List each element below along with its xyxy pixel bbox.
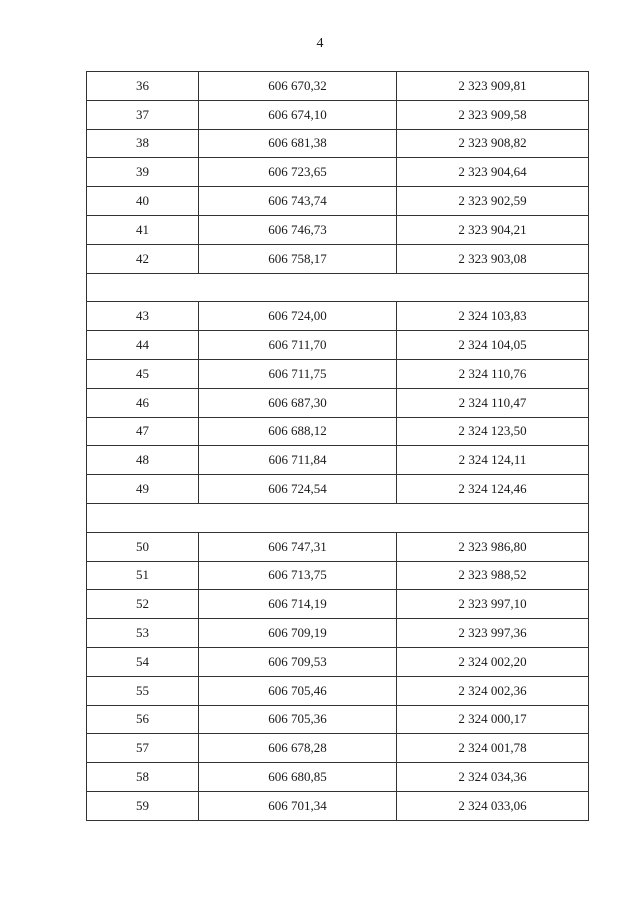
x-coordinate-cell: 606 688,12 [199, 417, 397, 446]
point-number-cell: 45 [87, 359, 199, 388]
x-coordinate-cell: 606 713,75 [199, 561, 397, 590]
table-row [87, 532, 589, 561]
y-coordinate-cell: 2 324 110,47 [397, 388, 589, 417]
x-coordinate-cell: 606 758,17 [199, 244, 397, 273]
group-separator-row [87, 503, 589, 532]
coordinates-table [86, 71, 589, 821]
y-coordinate-cell: 2 324 123,50 [397, 417, 589, 446]
y-coordinate-cell: 2 323 908,82 [397, 129, 589, 158]
point-number-cell: 52 [87, 590, 199, 619]
point-number-cell: 46 [87, 388, 199, 417]
x-coordinate-cell: 606 743,74 [199, 187, 397, 216]
point-number-cell: 37 [87, 100, 199, 129]
table-row [87, 676, 589, 705]
y-coordinate-cell: 2 324 124,11 [397, 446, 589, 475]
x-coordinate-cell: 606 674,10 [199, 100, 397, 129]
table-row [87, 129, 589, 158]
group-separator-cell [87, 503, 589, 532]
y-coordinate-cell: 2 323 997,10 [397, 590, 589, 619]
point-number-cell: 39 [87, 158, 199, 187]
point-number-cell: 56 [87, 705, 199, 734]
table-row [87, 561, 589, 590]
x-coordinate-cell: 606 701,34 [199, 791, 397, 820]
point-number-cell: 41 [87, 215, 199, 244]
table-row [87, 187, 589, 216]
x-coordinate-cell: 606 709,19 [199, 619, 397, 648]
page-number: 4 [316, 36, 324, 51]
point-number-cell: 54 [87, 647, 199, 676]
point-number-cell: 59 [87, 791, 199, 820]
point-number-cell: 50 [87, 532, 199, 561]
group-separator-row [87, 273, 589, 302]
x-coordinate-cell: 606 680,85 [199, 763, 397, 792]
y-coordinate-cell: 2 324 033,06 [397, 791, 589, 820]
x-coordinate-cell: 606 746,73 [199, 215, 397, 244]
point-number-cell: 53 [87, 619, 199, 648]
y-coordinate-cell: 2 324 110,76 [397, 359, 589, 388]
y-coordinate-cell: 2 323 909,58 [397, 100, 589, 129]
x-coordinate-cell: 606 705,36 [199, 705, 397, 734]
y-coordinate-cell: 2 323 903,08 [397, 244, 589, 273]
y-coordinate-cell: 2 324 001,78 [397, 734, 589, 763]
y-coordinate-cell: 2 323 986,80 [397, 532, 589, 561]
y-coordinate-cell: 2 323 988,52 [397, 561, 589, 590]
x-coordinate-cell: 606 709,53 [199, 647, 397, 676]
point-number-cell: 49 [87, 475, 199, 504]
table-row [87, 244, 589, 273]
table-row [87, 446, 589, 475]
y-coordinate-cell: 2 324 124,46 [397, 475, 589, 504]
table-row [87, 331, 589, 360]
x-coordinate-cell: 606 711,84 [199, 446, 397, 475]
x-coordinate-cell: 606 705,46 [199, 676, 397, 705]
table-row [87, 417, 589, 446]
point-number-cell: 44 [87, 331, 199, 360]
point-number-cell: 48 [87, 446, 199, 475]
table-row [87, 763, 589, 792]
x-coordinate-cell: 606 747,31 [199, 532, 397, 561]
point-number-cell: 38 [87, 129, 199, 158]
point-number-cell: 58 [87, 763, 199, 792]
coordinates-table-body [87, 72, 589, 821]
table-row [87, 302, 589, 331]
x-coordinate-cell: 606 724,54 [199, 475, 397, 504]
point-number-cell: 51 [87, 561, 199, 590]
table-row [87, 158, 589, 187]
y-coordinate-cell: 2 324 103,83 [397, 302, 589, 331]
table-row [87, 705, 589, 734]
x-coordinate-cell: 606 723,65 [199, 158, 397, 187]
table-row [87, 72, 589, 101]
x-coordinate-cell: 606 711,70 [199, 331, 397, 360]
y-coordinate-cell: 2 323 909,81 [397, 72, 589, 101]
point-number-cell: 55 [87, 676, 199, 705]
table-row [87, 100, 589, 129]
x-coordinate-cell: 606 681,38 [199, 129, 397, 158]
point-number-cell: 36 [87, 72, 199, 101]
x-coordinate-cell: 606 678,28 [199, 734, 397, 763]
x-coordinate-cell: 606 687,30 [199, 388, 397, 417]
point-number-cell: 57 [87, 734, 199, 763]
table-row [87, 791, 589, 820]
point-number-cell: 47 [87, 417, 199, 446]
point-number-cell: 40 [87, 187, 199, 216]
table-row [87, 734, 589, 763]
x-coordinate-cell: 606 724,00 [199, 302, 397, 331]
y-coordinate-cell: 2 323 902,59 [397, 187, 589, 216]
y-coordinate-cell: 2 324 104,05 [397, 331, 589, 360]
table-row [87, 359, 589, 388]
x-coordinate-cell: 606 714,19 [199, 590, 397, 619]
y-coordinate-cell: 2 324 034,36 [397, 763, 589, 792]
table-row [87, 475, 589, 504]
y-coordinate-cell: 2 323 997,36 [397, 619, 589, 648]
table-row [87, 590, 589, 619]
table-row [87, 647, 589, 676]
y-coordinate-cell: 2 324 000,17 [397, 705, 589, 734]
x-coordinate-cell: 606 670,32 [199, 72, 397, 101]
y-coordinate-cell: 2 324 002,20 [397, 647, 589, 676]
table-row [87, 619, 589, 648]
point-number-cell: 42 [87, 244, 199, 273]
y-coordinate-cell: 2 323 904,21 [397, 215, 589, 244]
x-coordinate-cell: 606 711,75 [199, 359, 397, 388]
table-row [87, 388, 589, 417]
table-row [87, 215, 589, 244]
point-number-cell: 43 [87, 302, 199, 331]
group-separator-cell [87, 273, 589, 302]
y-coordinate-cell: 2 324 002,36 [397, 676, 589, 705]
y-coordinate-cell: 2 323 904,64 [397, 158, 589, 187]
